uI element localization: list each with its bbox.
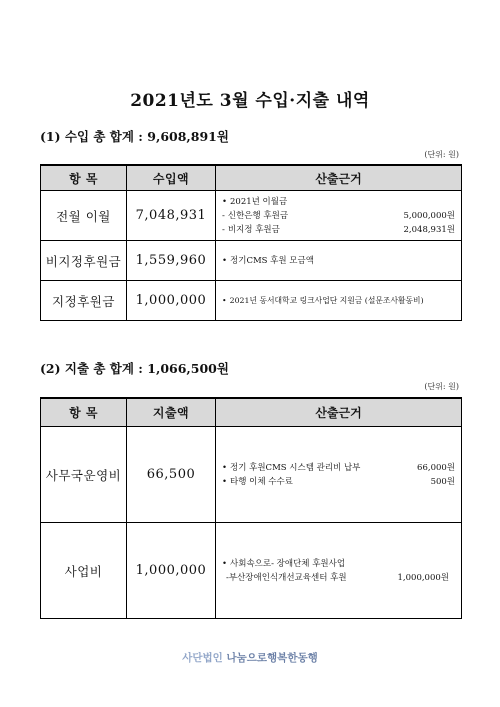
table-row: [41, 427, 462, 523]
income-table: [40, 164, 462, 321]
org-prefix: 사단법인: [182, 652, 223, 664]
income-header-item: 항 목: [41, 165, 127, 191]
row-amount: 66,500: [127, 427, 216, 523]
row-amount: 1,000,000: [127, 281, 216, 321]
income-section-title: (1) 수입 총 합계 : 9,608,891원: [40, 129, 229, 144]
row-basis: [216, 427, 462, 523]
row-item: 사업비: [41, 523, 127, 619]
income-header-basis: 산출근거: [216, 165, 462, 191]
basis-line: • 정기CMS 후원 모금액: [222, 255, 314, 266]
basis-line: • 2021년 동서대학교 링크사업단 지원금 (설문조사활동비): [222, 295, 424, 305]
basis-line: -부산장애인식개선교육센터 후원 1,000,000원: [226, 572, 449, 583]
row-basis: [216, 281, 462, 321]
basis-line: • 정기 후원CMS 시스템 관리비 납부 66,000원: [222, 462, 455, 473]
row-item: 전월 이월: [41, 191, 127, 241]
row-amount: 7,048,931: [127, 191, 216, 241]
row-basis: [216, 191, 462, 241]
row-amount: 1,000,000: [127, 523, 216, 619]
organization-footer: [0, 650, 500, 665]
expense-table: [40, 397, 462, 619]
row-item: 사무국운영비: [41, 427, 127, 523]
table-row: [41, 523, 462, 619]
row-basis: [216, 523, 462, 619]
basis-line: - 비지정 후원금 2,048,931원: [222, 224, 455, 235]
org-name: 나눔으로행복한동행: [226, 652, 318, 664]
row-item: 비지정후원금: [41, 241, 127, 281]
income-unit-label: (단위: 원): [424, 150, 459, 159]
basis-line: • 사회속으로- 장애단체 후원사업: [222, 558, 346, 569]
page-title: 2021년도 3월 수입·지출 내역: [130, 91, 370, 111]
income-header-amount: 수입액: [127, 165, 216, 191]
row-basis: [216, 241, 462, 281]
table-row: [41, 281, 462, 321]
table-row: [41, 241, 462, 281]
expense-header-item: 항 목: [41, 398, 127, 427]
expense-section-title: (2) 지출 총 합계 : 1,066,500원: [40, 361, 229, 376]
expense-header-amount: 지출액: [127, 398, 216, 427]
basis-line: - 신한은행 후원금 5,000,000원: [222, 210, 455, 221]
expense-unit-label: (단위: 원): [424, 382, 459, 391]
row-item: 지정후원금: [41, 281, 127, 321]
basis-line: • 2021년 이월금: [222, 196, 288, 207]
basis-line: • 타행 이체 수수료 500원: [222, 476, 455, 487]
expense-header-basis: 산출근거: [216, 398, 462, 427]
row-amount: 1,559,960: [127, 241, 216, 281]
table-row: [41, 191, 462, 241]
